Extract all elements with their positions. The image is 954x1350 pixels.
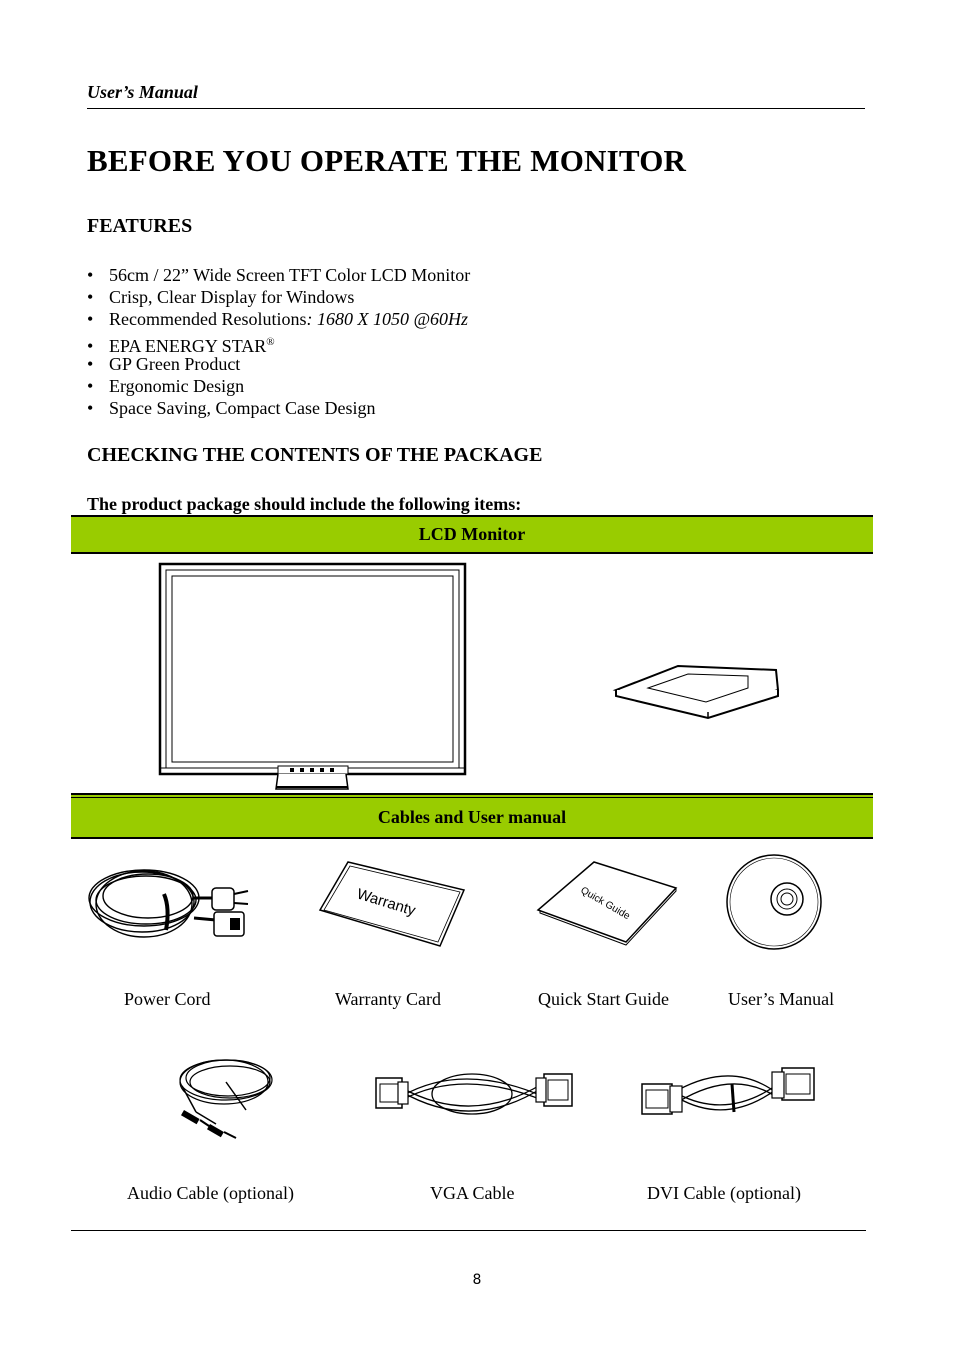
cables-bar bbox=[71, 793, 873, 839]
quick-start-guide-caption: Quick Start Guide bbox=[538, 989, 669, 1009]
power-cord-caption: Power Cord bbox=[124, 989, 211, 1009]
bullet-icon: • bbox=[87, 375, 94, 396]
feature-item: • Recommended Resolutions: 1680 X 1050 @60Hz bbox=[87, 309, 469, 330]
bullet-icon: • bbox=[87, 309, 94, 330]
package-heading: CHECKING THE CONTENTS OF THE PACKAGE bbox=[87, 444, 543, 466]
resolution-value: : 1680 X 1050 @60Hz bbox=[306, 309, 469, 330]
quick-guide-icon bbox=[536, 860, 678, 944]
vga-cable-icon bbox=[372, 1066, 577, 1126]
features-list bbox=[87, 264, 470, 419]
footer-rule bbox=[71, 1230, 866, 1231]
bullet-icon: • bbox=[87, 335, 94, 356]
dvi-cable-icon bbox=[638, 1060, 818, 1126]
lcd-monitor-bar bbox=[71, 515, 873, 554]
feature-item: • Crisp, Clear Display for Windows bbox=[87, 287, 355, 308]
bullet-icon: • bbox=[87, 265, 94, 285]
bullet-icon: • bbox=[87, 353, 94, 374]
quick-guide-text: Quick Guide bbox=[578, 885, 632, 923]
lcd-monitor-label: LCD Monitor bbox=[418, 524, 526, 544]
page-number: 8 bbox=[472, 1272, 482, 1288]
bullet-icon: • bbox=[87, 398, 94, 419]
registered-mark: ® bbox=[266, 335, 275, 348]
feature-item: • EPA ENERGY STAR® bbox=[87, 335, 275, 356]
header-rule bbox=[87, 108, 865, 109]
features-heading: FEATURES bbox=[87, 215, 193, 237]
cd-icon bbox=[724, 852, 824, 952]
power-cord-icon bbox=[84, 858, 259, 948]
feature-item: • Space Saving, Compact Case Design bbox=[87, 398, 376, 419]
running-head: User’s Manual bbox=[87, 82, 198, 102]
monitor-icon bbox=[158, 562, 468, 792]
vga-cable-caption: VGA Cable bbox=[430, 1183, 515, 1203]
audio-cable-caption: Audio Cable (optional) bbox=[127, 1183, 294, 1203]
warranty-card-caption: Warranty Card bbox=[335, 989, 442, 1009]
warranty-card-text: Warranty bbox=[354, 885, 418, 920]
package-intro: The product package should include the following items: bbox=[87, 494, 522, 514]
warranty-card-icon bbox=[318, 860, 466, 950]
feature-item: • 56cm / 22” Wide Screen TFT Color LCD Monitor bbox=[87, 265, 471, 285]
feature-item: • Ergonomic Design bbox=[87, 375, 245, 396]
dvi-cable-caption: DVI Cable (optional) bbox=[647, 1183, 801, 1203]
cables-label: Cables and User manual bbox=[377, 807, 567, 827]
bullet-icon: • bbox=[87, 287, 94, 308]
audio-cable-icon bbox=[156, 1052, 276, 1140]
feature-item: • GP Green Product bbox=[87, 353, 241, 374]
users-manual-caption: User’s Manual bbox=[728, 989, 835, 1009]
stand-base-icon bbox=[608, 660, 788, 720]
page-title: BEFORE YOU OPERATE THE MONITOR bbox=[87, 143, 687, 178]
